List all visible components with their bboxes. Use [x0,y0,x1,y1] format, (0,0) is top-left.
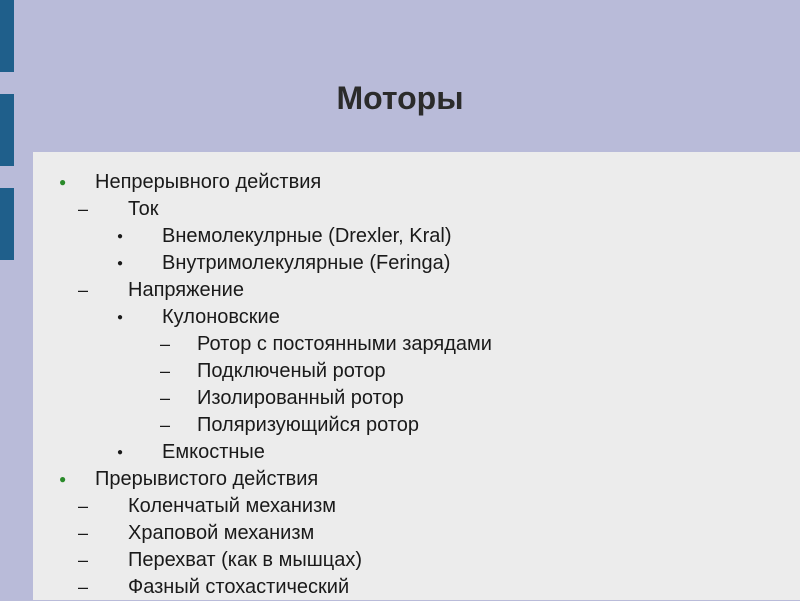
outline-item-level-0 [0,169,800,196]
bullet-dash-icon: – [160,361,171,381]
outline-item-text: Изолированный ротор [197,387,404,409]
slide-title: Моторы [336,80,464,116]
bullet-dash-icon: – [78,496,89,516]
outline-item-level-2 [0,250,800,277]
bullet-dot-icon: ● [117,231,124,242]
outline-item-level-0 [0,466,800,493]
outline-item-text: Подключеный ротор [197,360,386,382]
bullet-outline [0,169,800,601]
bullet-dash-icon: – [160,415,171,435]
bullet-dash-icon: – [78,523,89,543]
bullet-dash-icon: – [78,199,89,219]
outline-item-level-1 [0,277,800,304]
outline-item-level-1 [0,574,800,601]
outline-item-level-1 [0,493,800,520]
bullet-dot-icon: ● [117,447,124,458]
outline-item-text: Кулоновские [162,306,280,328]
outline-item-text: Прерывистого действия [95,468,319,490]
outline-item-text: Поляризующийся ротор [197,414,419,436]
outline-item-level-3 [0,385,800,412]
outline-item-level-2 [0,439,800,466]
outline-item-level-1 [0,520,800,547]
outline-item-text: Напряжение [128,279,244,301]
bullet-dot-icon: ● [117,258,124,269]
outline-item-level-1 [0,196,800,223]
bullet-dash-icon: – [78,577,89,597]
outline-item-level-1 [0,547,800,574]
outline-item-text: Непрерывного действия [95,171,322,193]
outline-item-level-2 [0,223,800,250]
bullet-dash-icon: – [160,334,171,354]
outline-item-level-3 [0,412,800,439]
outline-item-text: Ток [128,198,159,220]
outline-item-text: Внемолекулрные (Drexler, Kral) [162,225,452,247]
bullet-dash-icon: – [78,280,89,300]
outline-item-level-3 [0,331,800,358]
bullet-dot-icon: ● [117,312,124,323]
outline-item-level-2 [0,304,800,331]
outline-item-text: Коленчатый механизм [128,495,337,517]
outline-item-text: Ротор с постоянными зарядами [197,333,492,355]
outline-item-text: Фазный стохастический [128,576,350,598]
bullet-dot-icon: ● [59,472,67,486]
outline-item-text: Емкостные [162,441,265,463]
bullet-dot-icon: ● [59,175,67,189]
bullet-dash-icon: – [78,550,89,570]
bullet-dash-icon: – [160,388,171,408]
outline-item-text: Храповой механизм [128,522,315,544]
accent-bar-top [0,0,14,72]
outline-item-level-3 [0,358,800,385]
outline-item-text: Внутримолекулярные (Feringa) [162,252,451,274]
outline-item-text: Перехват (как в мышцах) [128,549,362,571]
